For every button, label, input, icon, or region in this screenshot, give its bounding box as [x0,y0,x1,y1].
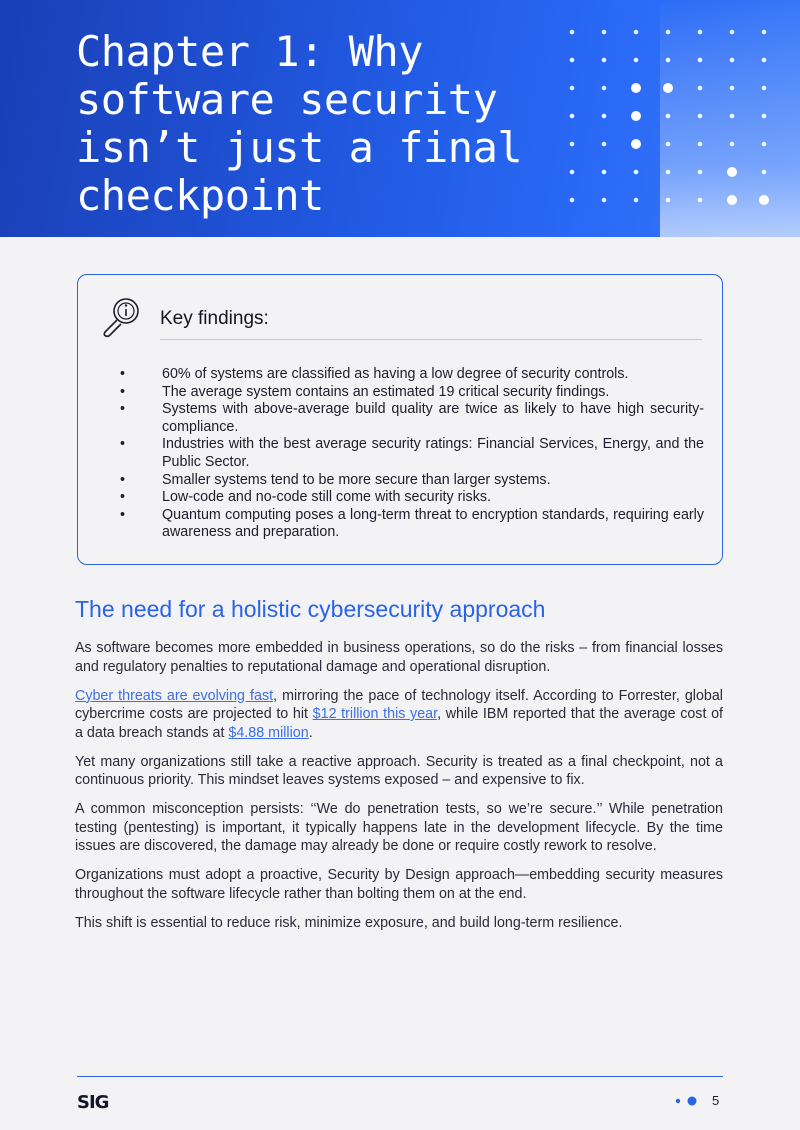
paragraph: Organizations must adopt a proactive, Security by Design approach—embedding security measures throughout the software lifecycle rather than bolting them on at the end. [75,867,723,902]
paragraph-text: , mirroring the pace of technology itself. According to Forrester, global cybercrime costs are projected to hit [75,687,723,722]
decorative-dot [727,195,737,205]
decorative-dot [666,114,671,119]
paragraph: This shift is essential to reduce risk, minimize exposure, and build long-term resilience. [75,914,623,931]
magnifier-info-icon [100,295,142,339]
decorative-dot [570,114,575,119]
decorative-dot [570,30,575,35]
decorative-dot [730,30,735,35]
finding-text: Smaller systems tend to be more secure than larger systems. [162,471,551,488]
page-number: 5 [712,1093,720,1108]
decorative-dot [698,30,703,35]
decorative-dot [631,83,641,93]
decorative-dot [666,58,671,63]
bullet-icon: • [120,383,126,400]
decorative-dot [666,30,671,35]
decorative-dot [698,142,703,147]
key-findings-heading: Key findings: [160,308,269,329]
decorative-dot [698,170,703,175]
finding-text: Quantum computing poses a long-term threat to encryption standards, requiring early awareness and preparation. [162,506,704,541]
paragraph-text: . [308,724,313,741]
decorative-dot [698,58,703,63]
decorative-dot [634,58,639,63]
list-item [120,436,704,471]
bullet-icon: • [120,489,126,506]
decorative-dot [698,114,703,119]
heading-divider [160,339,702,340]
decorative-dot [762,30,767,35]
paragraph: A common misconception persists: ‘‘We do penetration tests, so we’re secure.’’ While penetration testing (pentesting) is important, it typically happens late in the development lifecycle. By the time issues are discovered, the damage may already be done or require costly rework to resolve. [75,801,723,854]
decorative-dot [762,114,767,119]
decorative-dot [570,142,575,147]
decorative-dot-grid [560,20,800,220]
decorative-dot [666,142,671,147]
decorative-dot [602,114,607,119]
list-item [120,472,704,490]
decorative-dot [666,170,671,175]
paragraph-text: , while IBM reported that the average cost of a data breach stands at [75,706,724,741]
finding-text: The average system contains an estimated 19 critical security findings. [162,383,610,400]
decorative-dot [762,58,767,63]
decorative-dot [730,86,735,91]
decorative-dot [602,86,607,91]
decorative-dot [634,170,639,175]
paragraph: As software becomes more embedded in business operations, so do the risks – from financial losses and regulatory penalties to reputational damage and operational disruption. [75,640,723,675]
bullet-icon: • [120,436,126,453]
list-item [120,489,704,507]
finding-text: Industries with the best average security ratings: Financial Services, Energy, and the Public Sector. [162,436,704,470]
decorative-dot [634,30,639,35]
decorative-dot [762,142,767,147]
decorative-dot [730,142,735,147]
section-body [75,639,723,943]
key-findings-box [77,274,723,565]
decorative-dot [602,58,607,63]
sig-logo: SIG [77,1092,109,1113]
decorative-dot [602,170,607,175]
decorative-dot [698,198,703,203]
decorative-dot [663,83,673,93]
bullet-icon: • [120,471,126,488]
decorative-dot [762,86,767,91]
decorative-dot [602,198,607,203]
chapter-header-banner [0,0,800,237]
paragraph-with-links [75,687,723,743]
decorative-dot [570,58,575,63]
decorative-dot [570,170,575,175]
decorative-dot [634,198,639,203]
cybercrime-costs-link[interactable]: $12 trillion this year [312,706,438,722]
bullet-icon: • [120,401,126,418]
page-dots-icon [674,1095,700,1107]
decorative-dot [570,198,575,203]
section-title: The need for a holistic cybersecurity approach [75,596,546,622]
key-findings-list [120,366,704,542]
finding-text: Low-code and no-code still come with security risks. [162,489,491,506]
footer-divider [77,1076,723,1077]
list-item [120,401,704,436]
decorative-dot [602,30,607,35]
decorative-dot [666,198,671,203]
paragraph: Yet many organizations still take a reactive approach. Security is treated as a final checkpoint, not a continuous priority. This mindset leaves systems exposed – and expensive to fix. [75,753,723,788]
decorative-dot [727,167,737,177]
decorative-dot [759,195,769,205]
list-item [120,366,704,384]
chapter-title: Chapter 1: Why software security isn’t just a final checkpoint [76,27,523,220]
decorative-dot [762,170,767,175]
finding-text: 60% of systems are classified as having a low degree of security controls. [162,366,629,382]
decorative-dot [631,139,641,149]
breach-cost-link[interactable]: $4.88 million [228,724,309,741]
decorative-dot [730,114,735,119]
list-item [120,507,704,542]
decorative-dot [698,86,703,91]
decorative-dot [570,86,575,91]
finding-text: Systems with above-average build quality are twice as likely to have high security-compliance. [162,401,704,435]
bullet-icon: • [120,366,126,382]
decorative-dot [730,58,735,63]
decorative-dot [602,142,607,147]
bullet-icon: • [120,506,126,523]
decorative-dot [631,111,641,121]
cyber-threats-link[interactable]: Cyber threats are evolving fast [75,687,274,704]
list-item [120,384,704,402]
